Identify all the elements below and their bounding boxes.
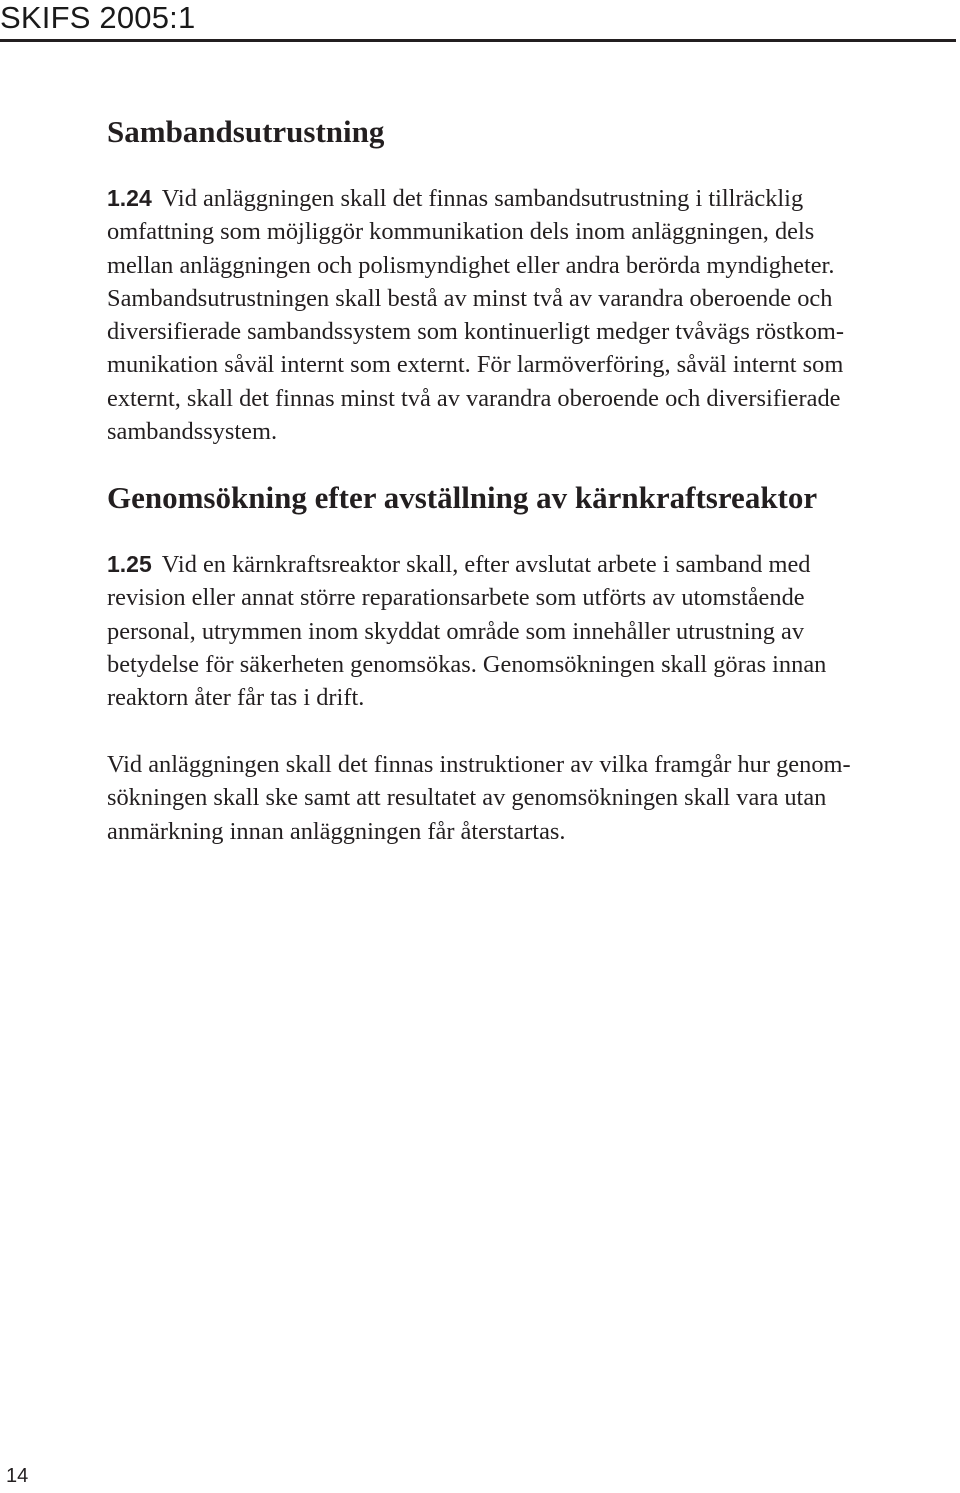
paragraph-line: diversifierade sambandssystem som kontinuerligt medger tvåvägs röstkom- (107, 318, 844, 346)
paragraph-line: reaktorn åter får tas i drift. (107, 684, 365, 712)
paragraph-line: Sambandsutrustningen skall bestå av minst två av varandra oberoende och (107, 284, 833, 312)
section-heading-sambandsutrustning: Sambandsutrustning (107, 114, 385, 149)
paragraph-1-24 (107, 182, 957, 448)
header-rule (0, 39, 956, 42)
paragraph-number: 1.25 (107, 551, 152, 577)
paragraph-1-25 (107, 548, 957, 714)
paragraph-line: omfattning som möjliggör kommunikation dels inom anläggningen, dels (107, 218, 815, 246)
paragraph-line: munikation såväl internt som externt. För larmöverföring, såväl internt som (107, 351, 844, 379)
paragraph-line: Vid en kärnkraftsreaktor skall, efter avslutat arbete i samband med (161, 551, 811, 578)
page-number: 14 (6, 1465, 29, 1487)
paragraph-line: sambandssystem. (107, 418, 278, 446)
paragraph-line: anmärkning innan anläggningen får återstartas. (107, 817, 566, 845)
paragraph-instructions (107, 748, 957, 848)
paragraph-line: betydelse för säkerheten genomsökas. Genomsökningen skall göras innan (107, 650, 827, 678)
section-heading-genomsokning: Genomsökning efter avställning av kärnkraftsreaktor (107, 480, 818, 515)
paragraph-line: sökningen skall ske samt att resultatet av genomsökningen skall vara utan (107, 784, 827, 812)
running-head-title: SKIFS 2005:1 (0, 0, 196, 35)
paragraph-number: 1.24 (107, 185, 152, 211)
paragraph-line: revision eller annat större reparationsarbete som utförts av utomstående (107, 584, 805, 612)
paragraph-line: Vid anläggningen skall det finnas instruktioner av vilka framgår hur genom- (107, 751, 851, 778)
paragraph-line: personal, utrymmen inom skyddat område som innehåller utrustning av (107, 617, 805, 645)
paragraph-line: mellan anläggningen och polismyndighet eller andra berörda myndigheter. (107, 251, 835, 279)
paragraph-line: Vid anläggningen skall det finnas sambandsutrustning i tillräcklig (161, 185, 804, 212)
paragraph-line: externt, skall det finnas minst två av varandra oberoende och diversifierade (107, 384, 841, 412)
